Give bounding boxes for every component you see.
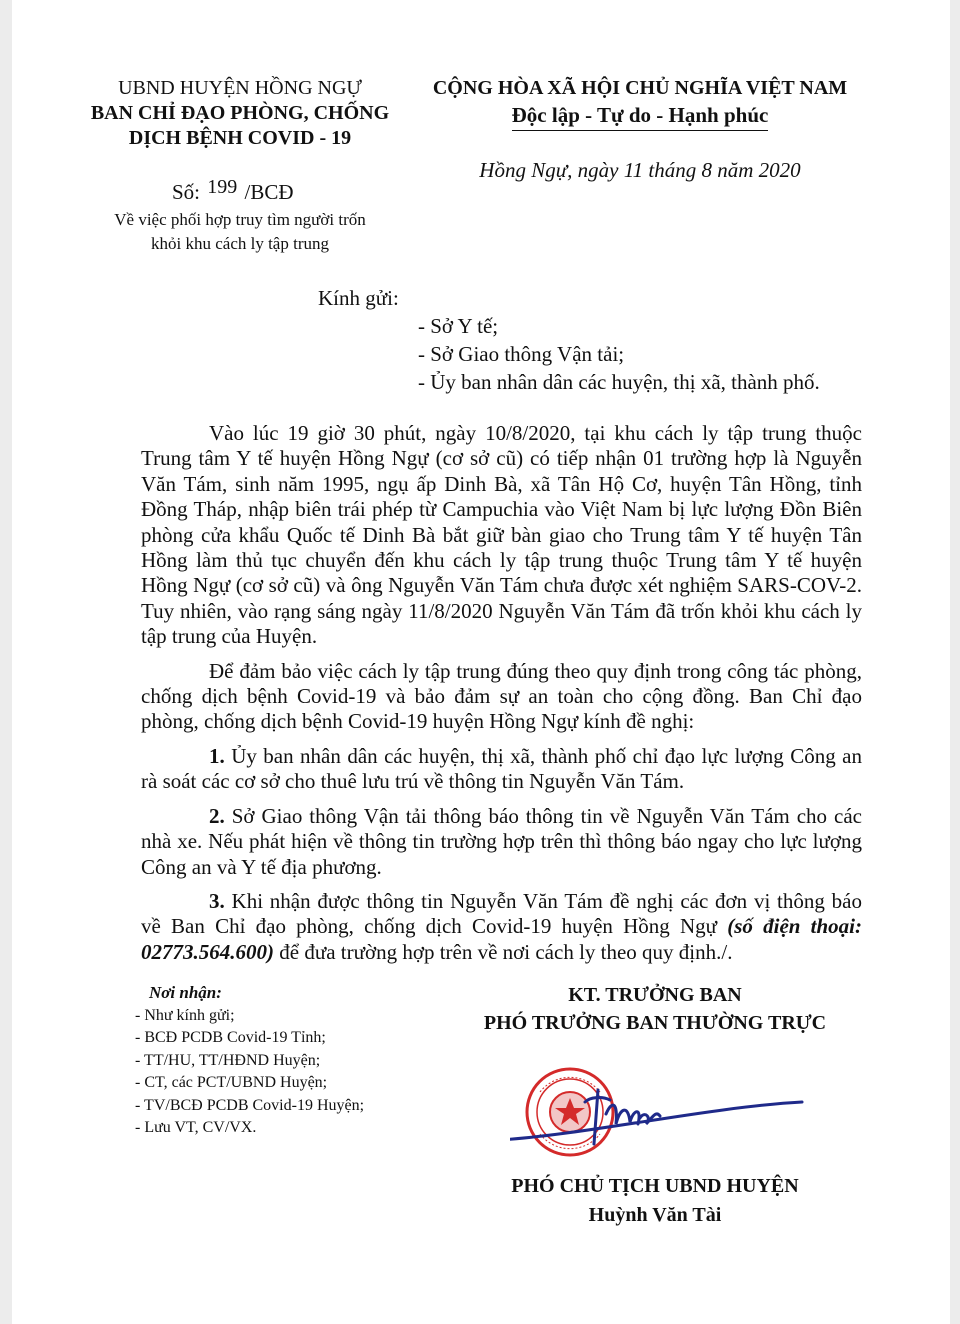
signature-deputy-title: PHÓ TRƯỞNG BAN THƯỜNG TRỰC: [483, 1012, 827, 1034]
request-item-3-text-a: Khi nhận được thông tin Nguyễn Văn Tám đề nghị các đơn vị thông báo về Ban Chỉ đạo phòng, chống dịch Covid-19 huyện Hồng Ngự: [141, 888, 862, 939]
place-and-date: Hồng Ngự, ngày 11 tháng 8 năm 2020: [479, 158, 801, 182]
distribution-item: - Lưu VT, CV/VX.: [135, 1119, 257, 1136]
org-line-2: BAN CHỈ ĐẠO PHÒNG, CHỐNG: [90, 102, 390, 124]
request-item-1-number: 1.: [209, 743, 225, 768]
national-motto: Độc lập - Tự do - Hạnh phúc: [512, 101, 769, 131]
distribution-item: - CT, các PCT/UBND Huyện;: [135, 1074, 328, 1091]
right-margin-shadow: [950, 0, 960, 1324]
official-seal-icon: [527, 1069, 613, 1155]
nation-title: CỘNG HÒA XÃ HỘI CHỦ NGHĨA VIỆT NAM: [432, 77, 848, 99]
left-margin-shadow: [0, 0, 12, 1324]
request-item-2: [141, 804, 862, 880]
recipient-list: [418, 312, 820, 396]
recipient-item: - Sở Giao thông Vận tải;: [418, 342, 625, 366]
request-item-1-text: Ủy ban nhân dân các huyện, thị xã, thành phố chỉ đạo lực lượng Công an rà soát các cơ sở cho thuê lưu trú về thông tin Nguyễn Văn Tám.: [141, 743, 862, 794]
distribution-list: [135, 982, 364, 1140]
document-body: [141, 421, 862, 965]
request-item-1: [141, 744, 862, 795]
request-item-3: [141, 889, 862, 965]
contact-phone: (số điện thoại: 02773.564.600): [141, 914, 862, 964]
document-subject: [80, 208, 400, 256]
signer-name: Huỳnh Văn Tài: [588, 1204, 722, 1226]
addressee-label: Kính gửi:: [318, 286, 399, 310]
body-paragraph-1: Vào lúc 19 giờ 30 phút, ngày 10/8/2020, tại khu cách ly tập trung thuộc Trung tâm Y tế huyện Hồng Ngự (cơ sở cũ) có tiếp nhận 01 trường hợp là Nguyễn Văn Tám, sinh năm 1995, ngụ ấp Dinh Bà, xã Tân Hộ Cơ, huyện Tân Hồng, tỉnh Đồng Tháp, nhập biên trái phép từ Campuchia vào Việt Nam bị lực lượng Đồn Biên phòng cửa khẩu Quốc tế Dinh Bà bắt giữ bàn giao cho Trung tâm Y tế huyện Tân Hồng làm thủ tục chuyển đến khu cách ly tập trung thuộc Trung tâm Y tế huyện Hồng Ngự (cơ sở cũ) và ông Nguyễn Văn Tám chưa được xét nghiệm SARS-COV-2. Tuy nhiên, vào rạng sáng ngày 11/8/2020 Nguyễn Văn Tám đã trốn khỏi khu cách ly tập trung của Huyện.: [141, 421, 862, 649]
document-number: [172, 176, 294, 205]
distribution-item: - Như kính gửi;: [135, 1006, 235, 1024]
signature-kt: KT. TRƯỞNG BAN: [568, 984, 742, 1006]
subject-line-2: khỏi khu cách ly tập trung: [151, 234, 329, 253]
distribution-title: Nơi nhận:: [149, 983, 222, 1002]
request-item-3-text-b: để đưa trường hợp trên về nơi cách ly theo quy định./.: [274, 939, 733, 964]
recipient-item: - Ủy ban nhân dân các huyện, thị xã, thành phố.: [418, 370, 820, 394]
so-number: 199: [207, 176, 238, 198]
national-header: [410, 76, 870, 131]
distribution-item: - BCĐ PCDB Covid-19 Tỉnh;: [135, 1029, 326, 1046]
distribution-item: - TV/BCĐ PCDB Covid-19 Huyện;: [135, 1096, 365, 1114]
stamp-and-signature: [510, 1052, 910, 1162]
so-label: Số:: [172, 180, 201, 204]
recipient-item: - Sở Y tế;: [418, 314, 499, 338]
subject-line-1: Về việc phối hợp truy tìm người trốn: [114, 210, 366, 229]
org-line-1: UBND HUYỆN HỒNG NGỰ: [118, 77, 362, 99]
distribution-item: - TT/HU, TT/HĐND Huyện;: [135, 1051, 321, 1069]
so-suffix: /BCĐ: [244, 180, 294, 204]
request-item-3-number: 3.: [209, 888, 225, 913]
org-line-3: DỊCH BỆNH COVID - 19: [128, 127, 352, 149]
body-paragraph-2: Để đảm bảo việc cách ly tập trung đúng theo quy định trong công tác phòng, chống dịch bệnh Covid-19 và bảo đảm sự an toàn cho cộng đồng. Ban Chỉ đạo phòng, chống dịch bệnh Covid-19 huyện Hồng Ngự kính đề nghị:: [141, 658, 862, 734]
signer-block: [455, 1172, 855, 1230]
issuing-authority-header: [70, 76, 410, 151]
signature-title-block: [455, 981, 855, 1037]
request-item-2-text: Sở Giao thông Vận tải thông báo thông tin về Nguyễn Văn Tám cho các nhà xe. Nếu phát hiện về thông tin trường hợp trên thì thông báo ngay cho lực lượng Công an và Y tế địa phương.: [141, 803, 862, 879]
signer-role: PHÓ CHỦ TỊCH UBND HUYỆN: [511, 1175, 799, 1197]
request-item-2-number: 2.: [209, 803, 225, 828]
